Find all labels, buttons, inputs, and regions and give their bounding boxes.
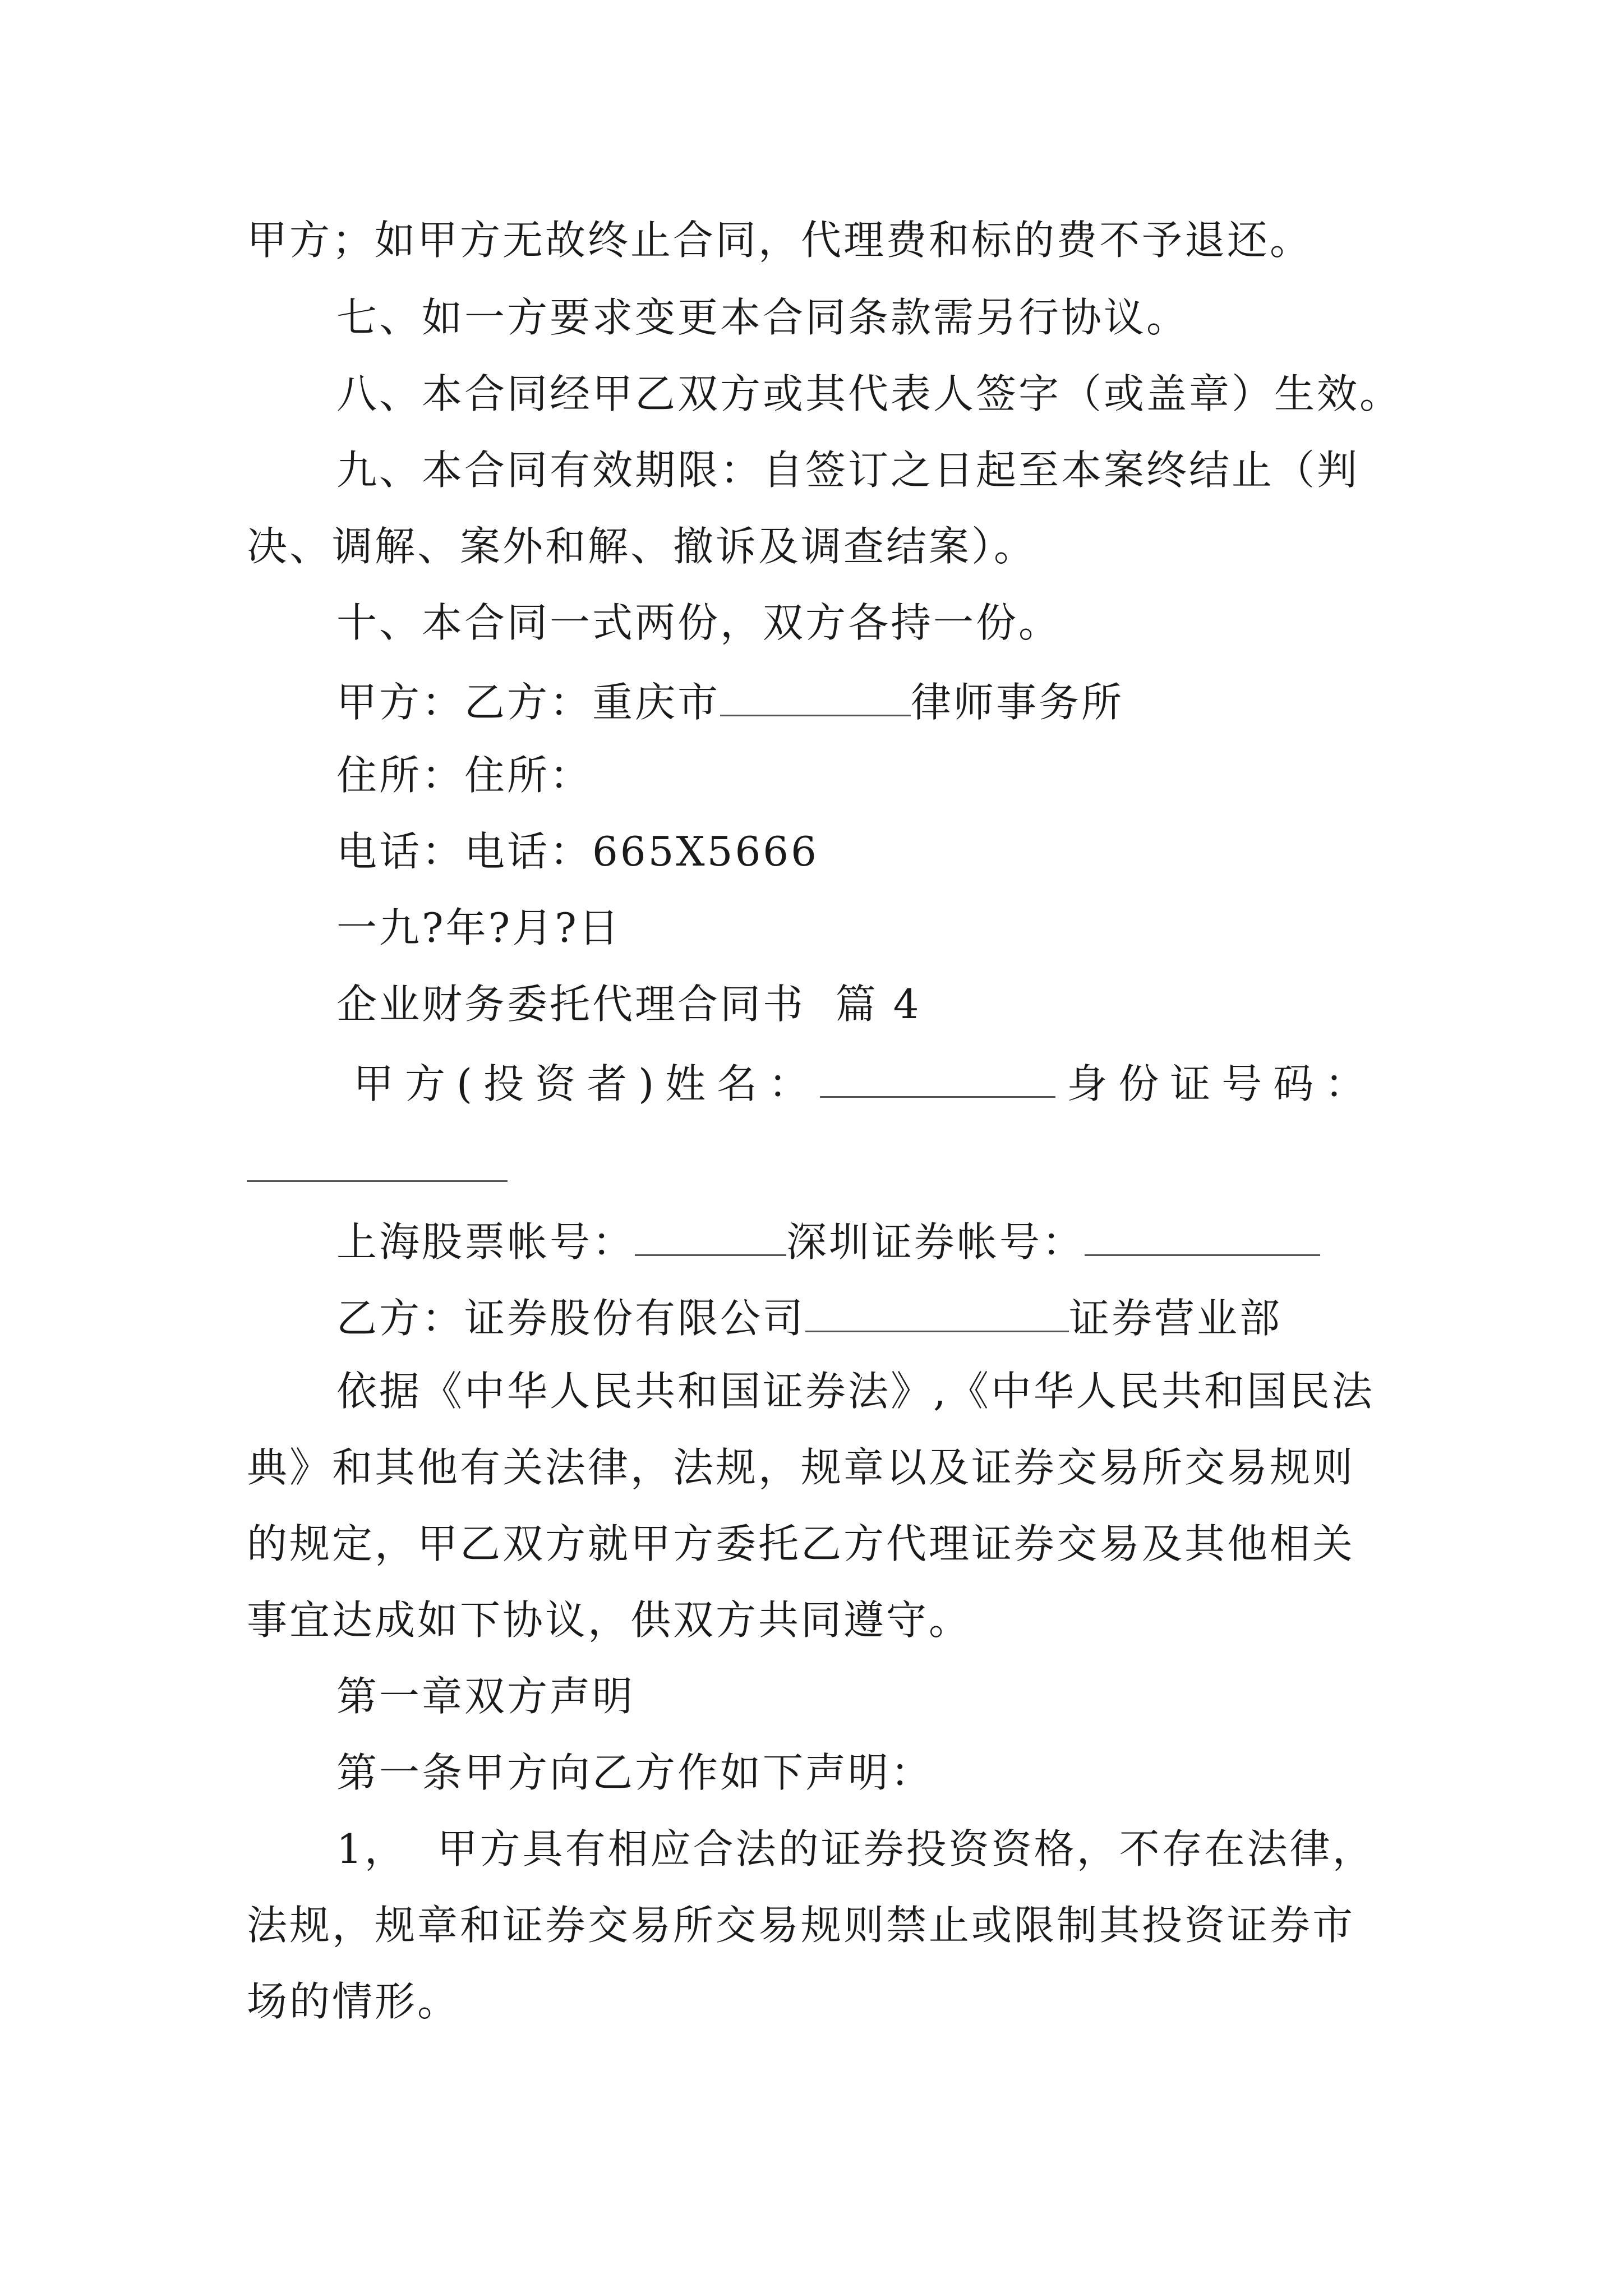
party-line-label: 甲方：乙方：重庆市 xyxy=(336,679,721,726)
blank-field xyxy=(820,1060,1055,1098)
blank-field xyxy=(720,679,911,716)
clause-ten: 十、本合同一式两份，双方各持一份。 xyxy=(336,599,1062,646)
article-title: 第一条甲方向乙方作如下声明： xyxy=(336,1749,934,1796)
chapter-title: 第一章双方声明 xyxy=(336,1673,635,1720)
party-b-suffix: 证券营业部 xyxy=(1069,1295,1283,1342)
clause-line: 1， 甲方具有相应合法的证券投资资格，不存在法律， xyxy=(336,1825,1375,1872)
party-b-label: 乙方：证券股份有限公司 xyxy=(336,1295,806,1342)
blank-field xyxy=(1085,1218,1320,1256)
investor-line xyxy=(353,1060,1377,1107)
party-line-suffix: 律师事务所 xyxy=(911,679,1124,726)
clause-seven: 七、如一方要求变更本合同条款需另行协议。 xyxy=(336,294,1189,341)
investor-name-label: 甲方(投资者)姓名： xyxy=(353,1060,820,1107)
investor-id-blank xyxy=(247,1144,508,1188)
party-b-line xyxy=(336,1295,1283,1342)
clause-nine: 九、本合同有效期限：自签订之日起至本案终结止（判 xyxy=(336,447,1360,494)
blank-field xyxy=(247,1144,508,1182)
section-title: 企业财务委托代理合同书 篇 4 xyxy=(336,981,921,1028)
id-number-label: 身份证号码： xyxy=(1067,1060,1377,1107)
shenzhen-account-label: 深圳证券帐号： xyxy=(786,1218,1085,1266)
text-line: 决、调解、案外和解、撤诉及调查结案）。 xyxy=(247,523,1037,570)
preamble-line: 依据《中华人民共和国证券法》,《中华人民共和国民法 xyxy=(336,1368,1375,1415)
clause-line: 法规，规章和证券交易所交易规则禁止或限制其投资证券市 xyxy=(247,1902,1355,1949)
shanghai-account-label: 上海股票帐号： xyxy=(336,1218,635,1266)
preamble-line: 的规定，甲乙双方就甲方委托乙方代理证券交易及其他相关 xyxy=(247,1520,1355,1567)
phone-line: 电话：电话：665X5666 xyxy=(336,828,819,875)
blank-field xyxy=(635,1218,786,1256)
address-line: 住所：住所： xyxy=(336,752,593,799)
text-line: 甲方；如甲方无故终止合同，代理费和标的费不予退还。 xyxy=(247,217,1313,264)
preamble-line: 事宜达成如下协议，供双方共同遵守。 xyxy=(247,1596,972,1644)
clause-line: 场的情形。 xyxy=(247,1978,460,2025)
party-line xyxy=(336,679,1124,726)
preamble-line: 典》和其他有关法律，法规，规章以及证券交易所交易规则 xyxy=(247,1444,1355,1491)
blank-field xyxy=(805,1295,1069,1332)
date-line: 一九?年?月?日 xyxy=(336,904,621,951)
account-line xyxy=(336,1218,1320,1266)
clause-eight: 八、本合同经甲乙双方或其代表人签字（或盖章）生效。 xyxy=(336,370,1403,417)
